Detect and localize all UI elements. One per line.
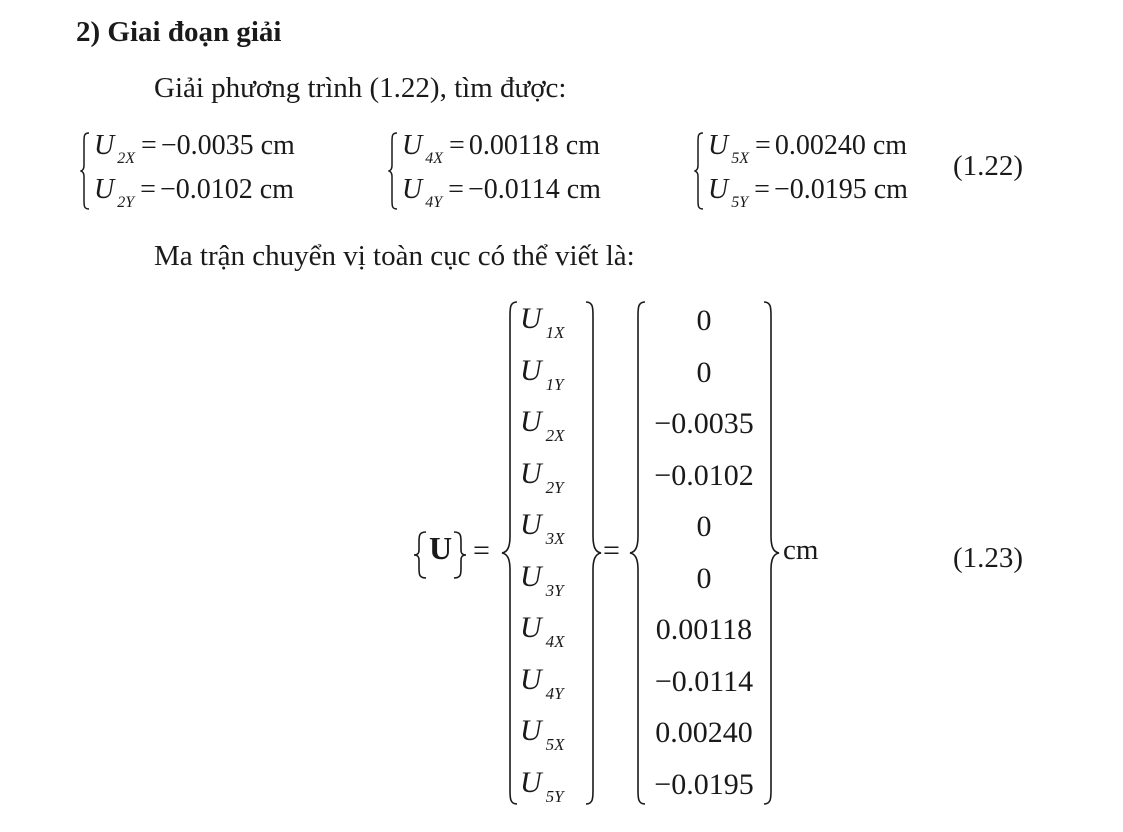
vector-symbol-entry — [520, 560, 586, 600]
variable-subscript: 5Y — [545, 787, 564, 806]
equals-sign: = — [140, 174, 156, 205]
displacement-value: 0.00118 — [468, 130, 559, 161]
equals-sign: = — [755, 130, 771, 161]
unit-label: cm — [260, 130, 295, 161]
vector-symbol-entry — [520, 302, 586, 342]
displacement-value: −0.0195 — [773, 174, 867, 205]
vector-symbol-entry — [520, 766, 586, 806]
variable-symbol: U — [708, 130, 729, 161]
vector-value-entry: −0.0102 — [654, 459, 754, 492]
vector-symbol-entry — [520, 663, 586, 703]
vector-value-entry: 0.00240 — [655, 716, 753, 749]
variable-subscript: 3Y — [545, 581, 564, 600]
matrix-intro-text: Ma trận chuyển vị toàn cục có thể viết là: — [154, 240, 635, 272]
vector-value-entry: −0.0035 — [654, 407, 754, 440]
vector-symbol-entry — [520, 405, 586, 445]
equals-sign: = — [141, 130, 157, 161]
lhs-vector-symbol: U — [429, 530, 453, 566]
variable-symbol: U — [402, 130, 423, 161]
variable-subscript: 4Y — [545, 684, 564, 703]
equation-row — [708, 174, 908, 211]
lhs-right-brace — [451, 530, 467, 580]
variable-subscript: 2Y — [545, 478, 564, 497]
variable-symbol: U — [402, 174, 423, 205]
equation-number-1-23: (1.23) — [953, 542, 1024, 574]
unit-label: cm — [873, 174, 908, 205]
variable-subscript: 1X — [545, 323, 565, 342]
variable-symbol: U — [520, 766, 542, 799]
variable-symbol: U — [520, 354, 542, 387]
equals-sign-2: = — [603, 534, 620, 567]
variable-subscript: 2X — [117, 150, 136, 167]
variable-subscript: 4Y — [425, 194, 443, 211]
variable-subscript: 5Y — [731, 194, 749, 211]
equals-sign: = — [754, 174, 770, 205]
variable-symbol: U — [520, 611, 542, 644]
variable-symbol: U — [520, 457, 542, 490]
equals-sign: = — [449, 130, 465, 161]
vector-value-entry: −0.0195 — [654, 768, 754, 801]
intro-text: Giải phương trình (1.22), tìm được: — [154, 72, 567, 104]
variable-symbol: U — [94, 174, 115, 205]
equals-sign: = — [448, 174, 464, 205]
displacement-value: −0.0114 — [467, 174, 560, 205]
unit-label: cm — [259, 174, 294, 205]
vector-value-entry: −0.0114 — [654, 665, 754, 698]
equation-row — [94, 130, 295, 167]
variable-symbol: U — [520, 560, 542, 593]
unit-label: cm — [566, 174, 601, 205]
variable-symbol: U — [520, 302, 542, 335]
equals-sign-1: = — [473, 534, 490, 567]
equation-row — [94, 174, 294, 211]
displacement-value: −0.0102 — [159, 174, 253, 205]
variable-symbol: U — [520, 714, 542, 747]
variable-symbol: U — [708, 174, 729, 205]
equation-group-brace — [694, 132, 704, 210]
variable-subscript: 2X — [545, 426, 565, 445]
unit-label: cm — [872, 130, 908, 161]
variable-symbol: U — [520, 508, 542, 541]
variable-subscript: 5X — [731, 150, 750, 167]
variable-subscript: 1Y — [545, 375, 564, 394]
variable-subscript: 5X — [545, 735, 565, 754]
vector-symbol-entry — [520, 714, 586, 754]
symbol-column-right-brace — [584, 300, 602, 806]
variable-symbol: U — [520, 405, 542, 438]
variable-symbol: U — [94, 130, 115, 161]
variable-subscript: 4X — [425, 150, 444, 167]
vector-symbol-entry — [520, 508, 586, 548]
vector-value-entry: 0 — [696, 304, 712, 337]
value-column-right-brace — [762, 300, 780, 806]
variable-subscript: 2Y — [117, 194, 135, 211]
variable-subscript: 4X — [545, 632, 565, 651]
variable-subscript: 3X — [545, 529, 565, 548]
variable-symbol: U — [520, 663, 542, 696]
equation-number-1-22: (1.22) — [953, 150, 1024, 182]
vector-value-entry: 0 — [696, 356, 712, 389]
equation-group-brace — [80, 132, 90, 210]
displacement-value: 0.00240 — [774, 130, 866, 161]
vector-value-entry: 0.00118 — [655, 613, 753, 646]
unit-label: cm — [565, 130, 600, 161]
displacement-value: −0.0035 — [160, 130, 254, 161]
symbol-column-left-brace — [501, 300, 519, 806]
equation-row — [402, 174, 601, 211]
vector-symbol-entry — [520, 611, 586, 651]
equation-row — [402, 130, 600, 167]
vector-value-entry: 0 — [696, 510, 712, 543]
vector-unit: cm — [783, 534, 819, 566]
vector-symbol-entry — [520, 354, 586, 394]
section-heading: 2) Giai đoạn giải — [76, 16, 282, 48]
vector-value-entry: 0 — [696, 562, 712, 595]
equation-row — [708, 130, 908, 167]
vector-symbol-entry — [520, 457, 586, 497]
equation-group-brace — [388, 132, 398, 210]
lhs-left-brace — [413, 530, 429, 580]
